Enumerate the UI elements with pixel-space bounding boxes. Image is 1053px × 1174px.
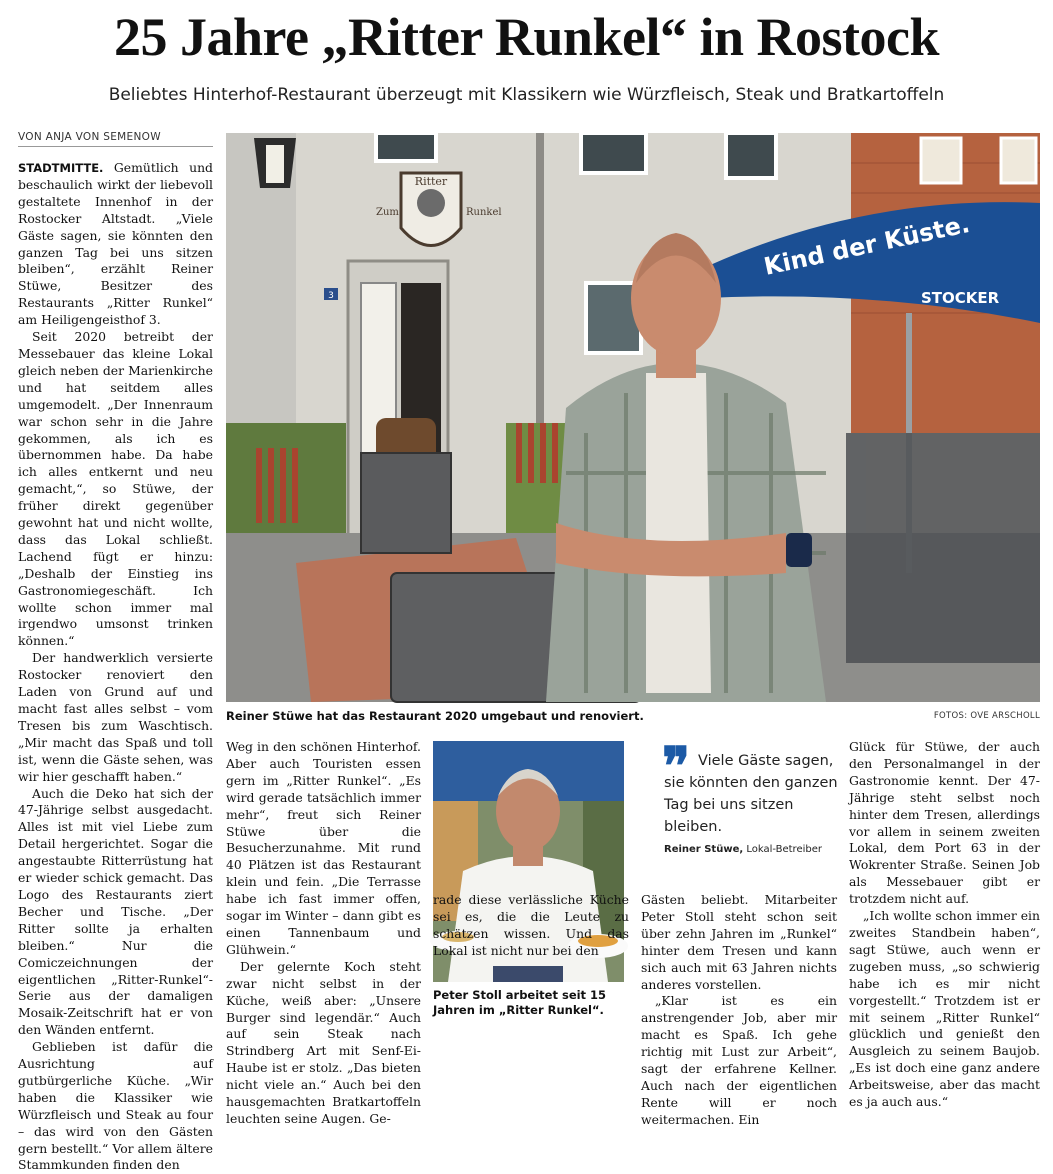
headline: 25 Jahre „Ritter Runkel“ in Rostock [113,7,939,67]
sign-right-text: Runkel [466,207,502,218]
quote-text: Viele Gäste sagen, sie könnten den ganzen Tag bei uns sitzen bleiben. [664,753,838,835]
paragraph: „Klar ist es ein anstrengender Job, aber mir macht es Spaß. Ich gehe richtig mit Lust zur Arbeit“, sagt der erfahrene Kellner. Auch nach der eigentlichen Rente will er noch weitermachen. Ein [641,993,837,1127]
byline: VON ANJA VON SEMENOW [18,131,213,147]
main-photo-caption: Reiner Stüwe hat das Restaurant 2020 umgebaut und renoviert. [226,709,644,723]
article-column-2 [226,739,421,1126]
quote-author-line [664,844,840,855]
sign-left-text: Zum [376,207,399,218]
paragraph: Geblieben ist dafür die Ausrichtung auf gutbürgerliche Küche. „Wir haben die Klassiker wie Würzfleisch und Steak au four – das wird von den Gästen gern bestellt.“ Vor allem ältere Stammkunden finden den [18,1039,213,1173]
paragraph: Der handwerklich versierte Rostocker renoviert den Laden von Grund auf und macht fast alles selbst – vom Tresen bis zum Waschtisch. „Mir macht das Spaß und toll ist, wenn die Gäste sehen, was wir hier geschafft haben.“ [18,650,213,784]
umbrella-text: Kind der Küste. [761,209,973,281]
paragraph: Der gelernte Koch steht zwar nicht selbst in der Küche, weiß aber: „Unsere Burger sind legendär.“ Auch auf sein Steak nach Strindberg Art mit Senf-Ei-Haube ist er stolz. „Das bieten nicht viele an.“ Auch bei den hausgemachten Bratkartoffeln leuchten seine Augen. Ge- [226,958,421,1126]
paragraph: Gästen beliebt. Mitarbeiter Peter Stoll steht schon seit über zehn Jahren im „Runkel“ hinter dem Tresen und kann sich auch mit 63 Jahren nichts anderes vorstellen. [641,892,837,992]
article-column-1 [18,160,213,1173]
paragraph: rade diese verlässliche Küche sei es, die die Leute zu schätzen wissen. Und das Lokal ist nicht nur bei den [433,892,629,958]
article-column-4 [641,892,837,1127]
dateline: STADTMITTE. [18,161,104,175]
paragraph [18,160,213,329]
article-column-5 [849,739,1040,1111]
quote-author: Reiner Stüwe, [664,844,744,855]
small-photo-caption: Peter Stoll arbeitet seit 15 Jahren im „Ritter Runkel“. [433,988,607,1017]
sign-top-text: Ritter [414,175,448,188]
paragraph-text: Gemütlich und beschaulich wirkt der liebevoll gestaltete Innenhof in der Rostocker Altstadt. „Viele Gäste sagen, sie könnten den ganzen Tag bei uns sitzen bleiben“, erzählt Reiner Stüwe, Besitzer des Restaurants „Ritter Runkel“ am Heiligengeisthof 3. [18,160,213,328]
paragraph: „Ich wollte schon immer ein zweites Standbein haben“, sagt Stüwe, auch wenn er zugeben muss, „so schwierig habe ich es mir nicht vorgestellt.“ Trotzdem ist er mit seinem „Ritter Runkel“ glücklich und genießt den Ausgleich zu seinem Baujob. „Es ist doch eine ganz andere Arbeitsweise, aber das macht es ja auch aus.“ [849,908,1041,1110]
article-column-3 [433,892,629,1111]
pull-quote [662,739,840,855]
house-number: 3 [328,291,334,301]
quote-role: Lokal-Betreiber [743,844,822,855]
photo-credit: FOTOS: OVE ARSCHOLL [933,711,1040,721]
paragraph: Glück für Stüwe, der auch den Personalmangel in der Gastronomie kennt. Der 47-Jährige steht selbst noch hinter dem Tresen, allerdings vor allem in seinem zweiten Lokal, dem Port 63 in der Wokrenter Straße. Seinen Job als Messebauer gibt er trotzdem nicht auf. [849,739,1040,907]
paragraph: Weg in den schönen Hinterhof. Aber auch Touristen essen gern im „Ritter Runkel“. „Es wird gerade tatsächlich immer mehr“, freut sich Reiner Stüwe über die Besucherzunahme. Mit rund 40 Plätzen ist das Restaurant klein und fein. „Die Terrasse habe ich fast immer offen, sogar im Winter – dann gibt es einen Tannenbaum und Glühwein.“ [226,739,421,957]
main-photo [226,133,1040,702]
subline: Beliebtes Hinterhof-Restaurant überzeugt mit Klassikern wie Würzfleisch, Steak und Bratkartoffeln [108,85,945,105]
main-photo-illustration [226,133,1040,702]
umbrella-text-2: STOCKER [921,289,1000,307]
paragraph: Auch die Deko hat sich der 47-Jährige selbst ausgedacht. Alles ist mit viel Liebe zum Detail hergerichtet. Sogar die angestaubte Ritterrüstung hat er wieder schick gemacht. Das Logo des Restaurants ziert Becher und Tische. „Der Ritter sollte ja erhalten bleiben.“ Nur die Comiczeichnungen der eigentlichen „Ritter-Runkel“-Serie aus der damaligen Mosaik-Zeitschrift hat er von den Wänden entfernt. [18,785,213,1038]
quote-mark-icon: ❞ [662,739,690,796]
paragraph: Seit 2020 betreibt der Messebauer das kleine Lokal gleich neben der Marienkirche und hat seitdem alles umgemodelt. „Der Innenraum war schon sehr in die Jahre gekommen, als ich es übernommen habe. Da habe ich alles entkernt und neu gemacht,“, so Stüwe, der früher direkt gegenüber gewohnt hat und nicht wollte, dass das Lokal schließt. Lachend fügt er hinzu: „Deshalb der Einstieg ins Gastronomiegeschäft. Ich wollte schon immer mal irgendwo umsonst trinken können.“ [18,329,213,649]
